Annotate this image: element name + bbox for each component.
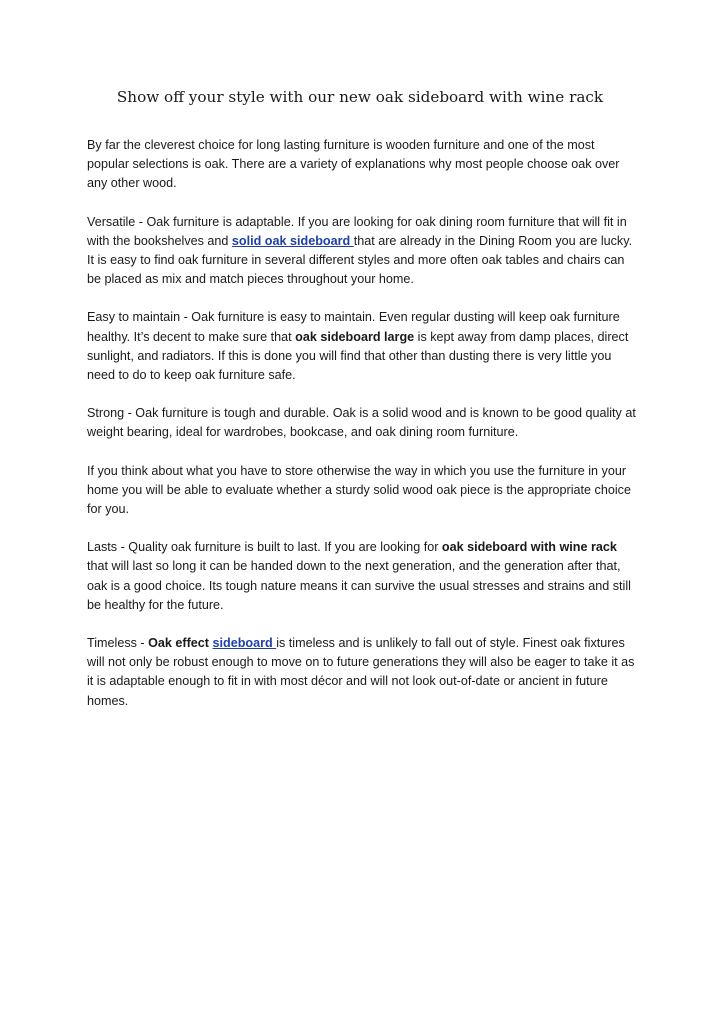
paragraph-text: is timeless and is unlikely to fall out of style. Finest oak fixtures will not only be robust enough to move on to future generations they will also be eager to take it as it is adaptable enough to fit in with most décor and will not look out-of-date or ancient in future homes. xyxy=(87,636,635,708)
paragraph-text: is kept away from damp places, direct sunlight, and radiators. If this is done you will find that other than dusting there is very little you need to do to keep oak furniture safe. xyxy=(87,329,629,383)
paragraph-versatile xyxy=(87,213,639,290)
bold-keyword: Oak effect xyxy=(148,636,210,651)
document-title: Show off your style with our new oak sideboard with wine rack xyxy=(116,88,604,106)
bold-keyword: oak sideboard with wine rack xyxy=(441,540,617,555)
paragraph-intro: By far the cleverest choice for long lasting furniture is wooden furniture and one of the most popular selections is oak. There are a variety of explanations why most people choose oak over any other wood. xyxy=(87,138,620,191)
paragraph-text: Easy to maintain - Oak furniture is easy to maintain. Even regular dusting will keep oak furniture healthy. It’s decent to make sure that xyxy=(87,310,620,344)
paragraph-store: If you think about what you have to store otherwise the way in which you use the furniture in your home you will be able to evaluate whether a sturdy solid wood oak piece is the appropriate choice for you. xyxy=(87,463,631,517)
paragraph-text: Versatile - Oak furniture is adaptable. If you are looking for oak dining room furniture that will fit in with the bookshelves and xyxy=(87,214,627,248)
solid-oak-sideboard-link[interactable]: solid oak sideboard xyxy=(231,233,354,248)
paragraph-text: that are already in the Dining Room you are lucky. It is easy to find oak furniture in several different styles and more often oak tables and chairs can be placed as mix and match pieces throughout your home. xyxy=(87,233,633,287)
paragraph-timeless xyxy=(87,634,639,711)
paragraph-lasts xyxy=(87,538,639,615)
paragraph-text: Lasts - Quality oak furniture is built to last. If you are looking for xyxy=(87,540,442,555)
paragraph-text: Timeless - xyxy=(87,636,149,651)
document-body xyxy=(87,136,639,730)
bold-keyword: oak sideboard large xyxy=(295,329,415,344)
paragraph-text: that will last so long it can be handed down to the next generation, and the generation after that, oak is a good choice. Its tough nature means it can survive the usual stresses and strains and still be healthy for the future. xyxy=(87,559,631,612)
sideboard-link[interactable]: sideboard xyxy=(212,636,277,651)
paragraph-easy-to-maintain xyxy=(87,308,639,385)
paragraph-strong: Strong - Oak furniture is tough and durable. Oak is a solid wood and is known to be good quality at weight bearing, ideal for wardrobes, bookcase, and oak dining room furniture. xyxy=(87,406,636,440)
